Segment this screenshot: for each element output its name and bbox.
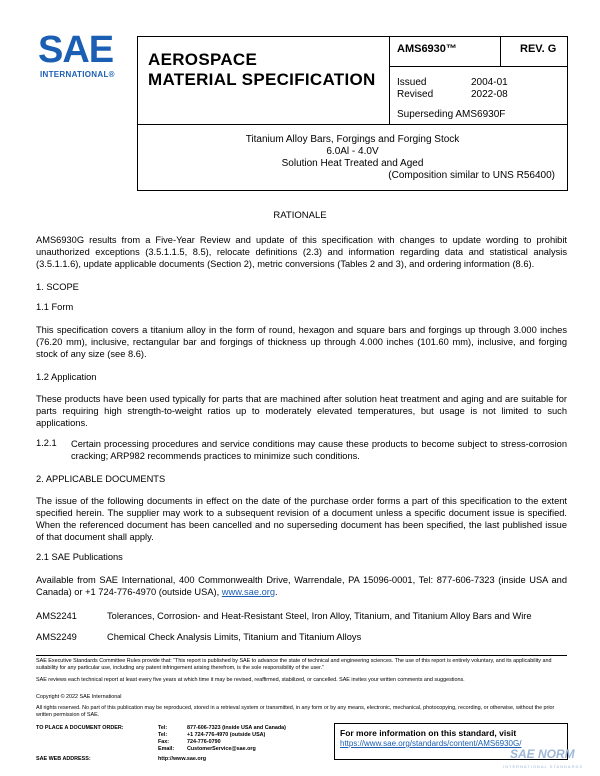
rationale-heading: RATIONALE — [273, 210, 327, 221]
rationale-text: AMS6930G results from a Five-Year Review and update of this specification with changes to update wording to prohibit unauthorized exceptions (3.5.1.1.5, 8.5), relocate definitions (2.3) and information regarding data and statistical analysis (3.5.1.1.6), update applicable documents (Section 2), metric conversions (Tables 2 and 3), and ordering information (8.6). — [36, 235, 567, 269]
footer-paragraph: SAE reviews each technical report at least every five years at which time it may be revised, reaffirmed, stabilized, or cancelled. SAE invites your written comments and suggestions. — [36, 677, 465, 683]
footer-copyright: Copyright © 2022 SAE International — [36, 694, 122, 700]
tel-number: +1 724-776-4970 (outside USA) — [187, 732, 266, 738]
title-line: MATERIAL SPECIFICATION — [148, 70, 376, 89]
header-divider — [389, 66, 568, 67]
subject-line: 6.0Al - 4.0V — [326, 146, 379, 157]
revised-date: 2022-08 — [471, 89, 508, 100]
standard-link[interactable]: https://www.sae.org/standards/content/AMS6930G/ — [340, 739, 522, 748]
section-heading: 2.1 SAE Publications — [36, 552, 123, 562]
footer-paragraph: All rights reserved. No part of this publication may be reproduced, stored in a retrieval system or transmitted, in any form or by any means, electronic, mechanical, photocopying, recording, or otherwise, without the prior written permission of SAE. — [36, 705, 555, 718]
tel-label: Tel: — [158, 732, 168, 738]
title-line: AEROSPACE — [148, 50, 258, 69]
footer-paragraph: SAE Executive Standards Committee Rules provide that: “This report is published by SAE to advance the state of technical and engineering sciences. The use of this report is entirely voluntary, and its applicability and suitability for any particular use, including any patent infringement arising therefrom, is the sole responsibility of the user.” — [36, 658, 552, 671]
paragraph — [36, 574, 567, 598]
email-address: CustomerService@sae.org — [187, 746, 256, 752]
document-type-title — [148, 50, 376, 90]
clause-number: 1.2.1 — [36, 438, 57, 448]
subject-line: Solution Heat Treated and Aged — [281, 158, 424, 169]
order-label: TO PLACE A DOCUMENT ORDER: — [36, 725, 124, 731]
info-title: For more information on this standard, visit — [340, 728, 517, 738]
section-heading: 1.1 Form — [36, 302, 74, 312]
header-divider — [389, 36, 390, 125]
logo-subtext: INTERNATIONAL® — [40, 70, 115, 79]
revised-label: Revised — [397, 89, 434, 100]
fax-number: 724-776-0790 — [187, 739, 221, 745]
issued-label: Issued — [397, 77, 427, 88]
subject-line: (Composition similar to UNS R56400) — [388, 170, 555, 181]
tel-label: Tel: — [158, 725, 168, 731]
footer-divider — [36, 655, 567, 656]
paragraph-text: Available from SAE International, 400 Commonwealth Drive, Warrendale, PA 15096-0001, Tel: 877-606-7323 (inside USA and Canada) or +1 724-776-4970 (outside USA), — [36, 575, 567, 597]
web-label: SAE WEB ADDRESS: — [36, 756, 91, 762]
document-number: AMS2241 — [36, 611, 77, 621]
paragraph: Certain processing procedures and service conditions may cause these products to become subject to stress-corrosion cracking; ARP982 recommends practices to minimize such conditions. — [71, 439, 567, 461]
header-divider — [500, 36, 501, 66]
paragraph: This specification covers a titanium alloy in the form of round, hexagon and square bars and forgings up through 3.000 inches (76.20 mm), inclusive, rectangular bar and forgings of thickness up through 4.000 inches (101.60 mm), inclusive, and forging stock of any size (see 8.6). — [36, 325, 567, 359]
document-number: AMS2249 — [36, 632, 77, 642]
tel-number: 877-606-7323 (inside USA and Canada) — [187, 725, 286, 731]
revision-label: REV. G — [520, 43, 557, 55]
paragraph: The issue of the following documents in effect on the date of the purchase order forms a part of this specification to the extent specified herein. The supplier may work to a subsequent revision of a document unless a specific document issue is specified. When the referenced document has been cancelled and no superseding document has been specified, the last published issue of that document shall apply. — [36, 496, 567, 542]
superseding-text: Superseding AMS6930F — [397, 109, 506, 120]
watermark-text: SAE NORM — [510, 747, 575, 761]
sae-website-link[interactable]: www.sae.org — [221, 587, 276, 597]
document-title: Tolerances, Corrosion- and Heat-Resistant Steel, Iron Alloy, Titanium, and Titanium Alloy Bars and Wire — [107, 611, 532, 621]
section-heading: 1. SCOPE — [36, 282, 79, 292]
subject-box — [137, 125, 568, 191]
section-heading: 2. APPLICABLE DOCUMENTS — [36, 474, 166, 484]
sae-logo — [34, 30, 124, 90]
document-number: AMS6930™ — [397, 43, 457, 55]
email-label: Email: — [158, 746, 175, 752]
paragraph-text: . — [275, 587, 278, 597]
web-address: http://www.sae.org — [158, 756, 207, 762]
paragraph: These products have been used typically for parts that are machined after solution heat treatment and aging and are suitable for parts requiring high strength-to-weight ratios up to moderately elevated temperatures, but usage is not limited to such applications. — [36, 394, 567, 428]
section-heading: 1.2 Application — [36, 372, 97, 382]
logo-text: SAE — [38, 29, 114, 71]
document-title: Chemical Check Analysis Limits, Titanium and Titanium Alloys — [107, 632, 362, 642]
issued-date: 2004-01 — [471, 77, 508, 88]
watermark-subtext: INTERNATIONAL STANDARDS — [503, 764, 584, 769]
subject-line: Titanium Alloy Bars, Forgings and Forging Stock — [245, 134, 460, 145]
fax-label: Fax: — [158, 739, 170, 745]
